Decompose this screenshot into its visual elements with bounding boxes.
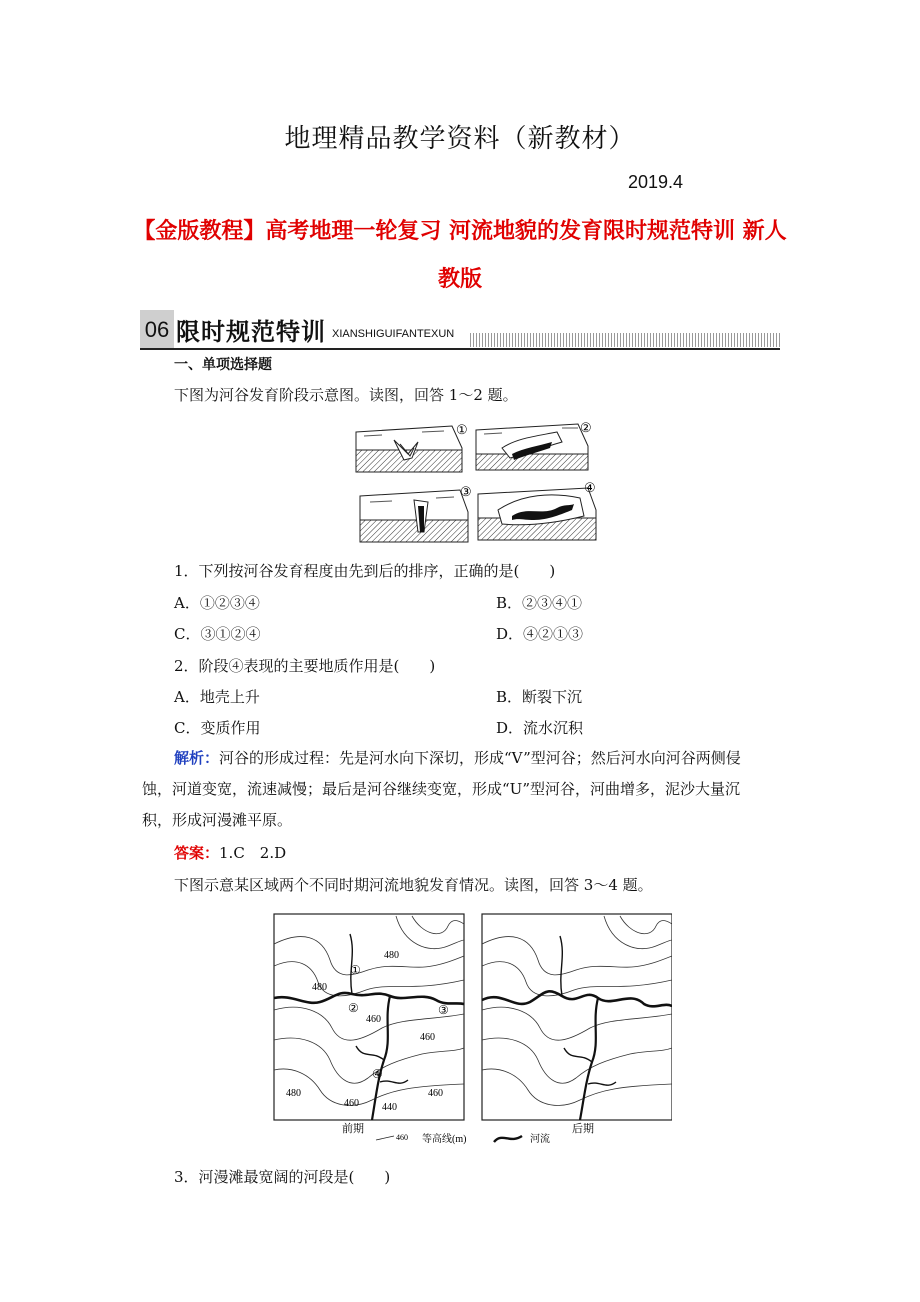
contour-label-460-d: 460 [428,1088,443,1099]
contour-label-460-c: 460 [344,1098,359,1109]
question-2-option-b: B．断裂下沉 [496,688,583,706]
question-2-option-a: A．地壳上升 [174,688,260,706]
answer-text: 1.C 2.D [219,844,287,862]
stage-2-label: ② [580,420,592,435]
banner-pinyin: XIANSHIGUIFANTEXUN [332,328,455,340]
stage-3-label: ③ [460,484,472,499]
question-2-option-d: D．流水沉积 [496,719,584,737]
stage-1-label: ① [456,422,468,437]
legend-contour-value: 460 [396,1133,408,1142]
header-date: 2019.4 [628,172,684,192]
document-title-line1: 【金版教程】高考地理一轮复习 河流地貌的发育限时规范特训 新人 [133,219,787,244]
analysis-label: 解析： [174,749,220,767]
early-period-caption: 前期 [342,1123,364,1135]
stage-1-block [356,426,462,472]
analysis-block [142,743,782,836]
question-2-stem: 2．阶段④表现的主要地质作用是( ) [174,657,436,675]
answer-label: 答案： [174,844,220,862]
question-1-option-a: A．①②③④ [174,594,260,612]
section-heading: 一、单项选择题 [174,357,272,373]
contour-label-480-b: 480 [384,950,399,961]
contour-label-460-a: 460 [366,1014,381,1025]
legend-river-symbol [494,1136,522,1142]
contour-label-440: 440 [382,1102,397,1113]
section-mark-3: ③ [438,1003,449,1017]
contour-label-480-a: 480 [312,982,327,993]
answer-block [174,842,286,864]
banner-underline [140,348,780,350]
contour-label-460-b: 460 [420,1032,435,1043]
page-header-title: 地理精品教学资料（新教材） [284,124,636,154]
early-period-map [274,914,464,1120]
analysis-text-line2: 蚀，河道变宽，流速减慢；最后是河谷继续变宽，形成“U”型河谷，河曲增多，泥沙大量沉 [142,780,740,798]
section-banner [140,306,780,350]
river-landform-contour-maps [272,910,672,1146]
section-mark-2: ② [348,1001,359,1015]
later-period-caption: 后期 [572,1123,594,1135]
question-1-stem: 1．下列按河谷发育程度由先到后的排序，正确的是( ) [174,562,556,580]
banner-stripe [470,333,780,347]
section-mark-1: ① [350,963,361,977]
stage-3-block [360,490,468,542]
legend-river-label: 河流 [530,1134,550,1145]
analysis-text-line3: 积，形成河漫滩平原。 [142,811,293,829]
document-title-line2: 教版 [437,267,482,292]
banner-title: 限时规范特训 [176,318,326,346]
legend-contour-symbol [376,1136,394,1140]
question-1-option-b: B．②③④① [496,594,583,612]
banner-number: 06 [140,310,174,348]
stage-4-label: ④ [584,480,596,495]
stage-4-block [478,488,596,540]
intro-question-3-4: 下图示意某区域两个不同时期河流地貌发育情况。读图，回答 3～4 题。 [174,876,653,894]
question-3-stem: 3．河漫滩最宽阔的河段是( ) [174,1168,391,1186]
contour-label-480-c: 480 [286,1088,301,1099]
intro-question-1-2: 下图为河谷发育阶段示意图。读图，回答 1～2 题。 [174,386,518,404]
question-1-option-d: D．④②①③ [496,625,584,643]
later-period-map [482,914,672,1120]
question-2-option-c: C．变质作用 [174,719,261,737]
stage-2-block [476,424,588,470]
legend-contour-label: 等高线(m) [422,1134,467,1145]
question-1-option-c: C．③①②④ [174,625,261,643]
section-mark-4: ④ [372,1067,383,1081]
valley-stages-figure [352,420,604,546]
analysis-text-line1: 河谷的形成过程：先是河水向下深切，形成“V”型河谷；然后河水向河谷两侧侵 [219,749,741,767]
